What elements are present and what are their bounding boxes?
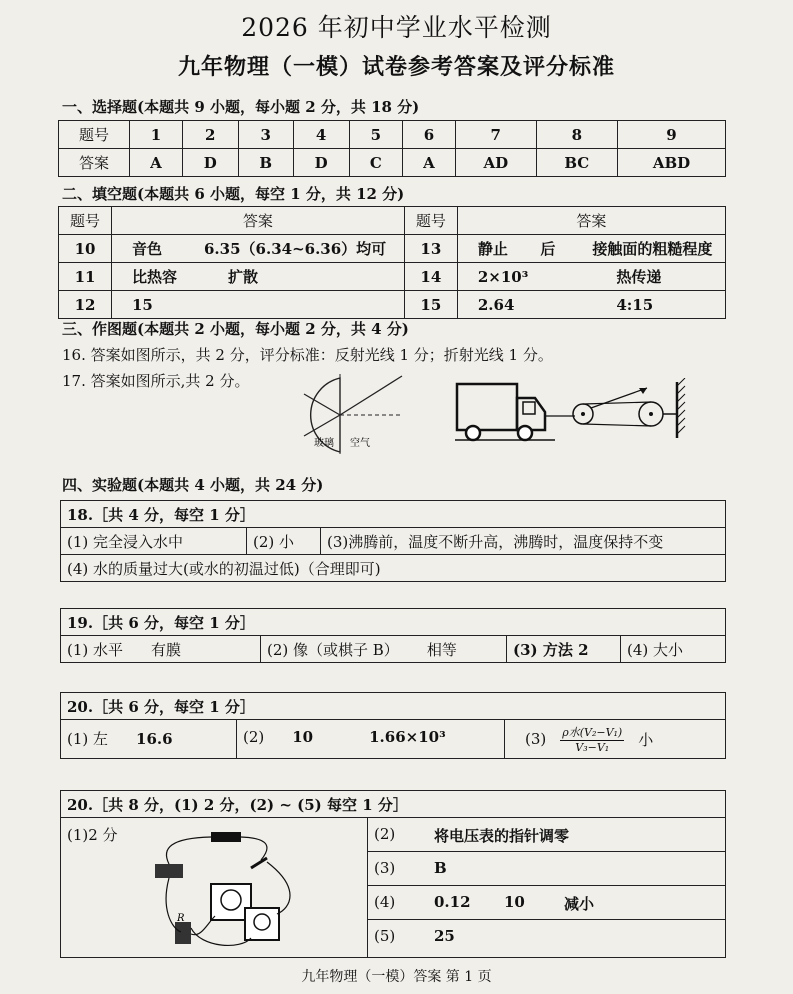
answer-cell: 热传递 [586,263,725,291]
question-18-box [60,500,726,582]
answer-cell: 扩散 [198,263,404,291]
truck-window [523,402,535,414]
question-number: 7 [455,121,536,149]
question-21-header: 20.［共 8 分，(1) 2 分，(2) ~ (5) 每空 1 分］ [61,791,725,818]
truck-wheel [518,426,532,440]
answer-text: 相等 [426,641,457,659]
answer-text: B [434,859,447,877]
question-19-box [60,608,726,663]
switch [251,858,267,868]
answer-text: 减小 [564,895,595,913]
question-number: 13 [404,235,457,263]
answer-text: (4) [374,893,396,911]
answer-cell: AD [455,149,536,177]
incident-ray [304,394,340,415]
table-row [368,920,725,957]
glass-label: 玻璃 [314,438,334,449]
fill-answer-table [58,206,726,319]
pulley-axle [581,412,585,416]
question-number: 6 [403,121,456,149]
answer-cell: 6.35（6.34~6.36）均可 [198,235,404,263]
battery [211,832,241,842]
answer-column [368,818,725,957]
wire [267,862,290,914]
question-number: 9 [617,121,725,149]
col-header-answer: 答案 [457,207,725,235]
truck-wheel [466,426,480,440]
row-label-answer: 答案 [59,149,130,177]
answer-cell: (3)沸腾前，温度不断升高，沸腾时，温度保持不变 [327,533,664,551]
answer-text: (3) [374,859,396,877]
answer-cell: (4) 水的质量过大(或水的初温过低)（合理即可) [67,560,381,578]
answer-cell [198,291,404,319]
resistor [175,922,191,944]
question-number: 10 [59,235,112,263]
answer-cell: A [403,149,456,177]
answer-text: (5) [374,927,396,945]
question-21-body [61,818,725,957]
answer-text: (1) 左 [67,730,109,748]
table-row [59,291,726,319]
answer-cell: D [293,149,349,177]
answer-text: (1) 水平 [67,641,124,659]
answer-text: 16.6 [136,730,173,748]
question-18-header: 18.［共 4 分，每空 1 分］ [61,501,725,528]
table-row [59,121,726,149]
col-header-question: 题号 [404,207,457,235]
page-footer: 九年物理（一模）答案 第 1 页 [301,969,492,985]
wire [191,928,251,945]
answer-text: 0.12 [434,893,471,911]
answer-cell: (2) 小 [247,528,321,554]
answer-text: 10 [292,728,314,746]
truck-pulley-diagram [455,378,695,448]
question-21-box [60,790,726,958]
answer-cell: 15 [112,291,199,319]
answer-text: 10 [504,893,525,911]
pull-arrow [591,388,647,408]
answer-cell [534,291,586,319]
question-number: 8 [536,121,617,149]
question-20-box [60,692,726,759]
answer-text: (2) [374,825,396,843]
question-number: 14 [404,263,457,291]
page-title: 2026 年初中学业水平检测 [241,13,552,42]
density-formula [560,724,624,754]
formula-denominator: V₃−V₁ [575,741,610,754]
truck-body [457,384,517,430]
refraction-diagram [290,372,410,454]
reflected-ray [304,415,340,436]
section2-heading: 二、填空题(本题共 6 小题，每空 1 分，共 12 分) [62,185,405,203]
section4-heading: 四、实验题(本题共 4 小题，共 24 分) [62,476,324,494]
answer-cell: C [349,149,403,177]
question-number: 1 [130,121,183,149]
formula-numerator: ρ水(V₂−V₁) [562,726,623,739]
table-row [368,852,725,886]
pulley-axle [649,412,653,416]
answer-cell: 2.64 [457,291,534,319]
question-number: 15 [404,291,457,319]
col-header-question: 题号 [59,207,112,235]
answer-cell: B [238,149,293,177]
question-19-header: 19.［共 6 分，每空 1 分］ [61,609,725,636]
section1-heading: 一、选择题(本题共 9 小题，每小题 2 分，共 18 分) [62,98,420,116]
table-row [59,207,726,235]
answer-cell: 静止 [457,235,534,263]
answer-text: (3) [525,730,547,748]
row-label-question: 题号 [59,121,130,149]
answer-cell: (1) 完全浸入水中 [61,528,247,554]
answer-text: 有膜 [151,641,182,659]
answer-cell: 4:15 [586,291,725,319]
answer-cell: BC [536,149,617,177]
answer-cell: 后 [534,235,586,263]
table-row [61,555,725,581]
question-number: 5 [349,121,403,149]
table-row [61,720,725,758]
wire [241,837,267,860]
answer-text: 小 [638,730,654,749]
answer-cell [237,720,505,758]
rope [583,424,651,426]
answer-line-16: 16. 答案如图所示，共 2 分，评分标准：反射光线 1 分；折射光线 1 分。 [62,346,553,364]
answer-text: (2) 像（或棋子 B） [267,641,399,659]
table-row [59,235,726,263]
question-20-header: 20.［共 6 分，每空 1 分］ [61,693,725,720]
answer-line-17: 17. 答案如图所示,共 2 分。 [62,372,250,390]
rheostat [155,864,183,878]
answer-cell: 音色 [112,235,199,263]
answer-cell: A [130,149,183,177]
answer-cell: (3) 方法 2 [507,636,621,662]
answer-text: 将电压表的指针调零 [434,827,570,845]
resistor-label: R [177,913,185,924]
answer-cell: (4) 大小 [627,641,684,659]
answer-text: 1.66×10³ [369,728,446,746]
section3-heading: 三、作图题(本题共 2 小题，每小题 2 分，共 4 分) [62,320,409,338]
circuit-diagram [141,828,321,954]
circuit-cell [61,818,368,957]
question-number: 2 [182,121,238,149]
answer-cell: 接触面的粗糙程度 [586,235,725,263]
rope [583,402,651,404]
col-header-answer: 答案 [112,207,405,235]
air-label: 空气 [350,438,370,449]
answer-cell: 2×10³ [457,263,534,291]
answer-cell [61,720,237,758]
question-number: 11 [59,263,112,291]
answer-cell: 比热容 [112,263,199,291]
table-row [59,149,726,177]
answer-cell [261,636,507,662]
question-number: 4 [293,121,349,149]
answer-cell [505,720,725,758]
page-subtitle: 九年物理（一模）试卷参考答案及评分标准 [177,54,615,80]
answer-text: 25 [434,927,455,945]
table-row [61,636,725,662]
question-number: 3 [238,121,293,149]
voltmeter [245,908,279,940]
table-row [59,263,726,291]
refracted-ray [340,376,402,415]
table-row [61,528,725,555]
answer-text: (2) [243,728,265,746]
answer-cell [534,263,586,291]
answer-cell [61,636,261,662]
table-row [368,886,725,920]
question-number: 12 [59,291,112,319]
wire [166,837,211,864]
table-row [368,818,725,852]
answer-cell: ABD [617,149,725,177]
answer-cell: D [182,149,238,177]
choice-answer-table [58,120,726,177]
answer-text: (1)2 分 [67,826,118,844]
